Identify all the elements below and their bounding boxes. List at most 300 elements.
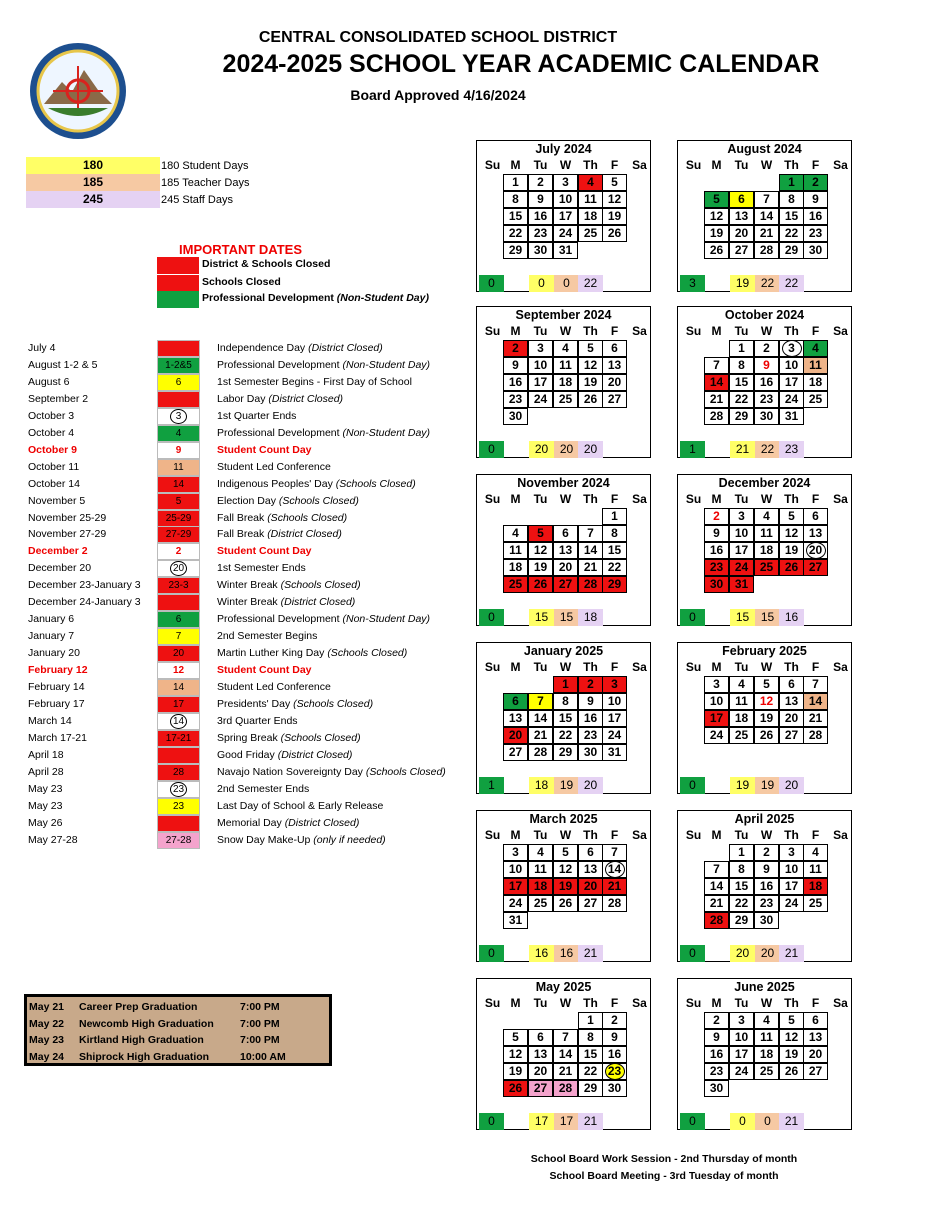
day-cell[interactable] bbox=[779, 727, 804, 744]
month-calendar bbox=[677, 140, 852, 292]
day-cell[interactable] bbox=[503, 174, 528, 191]
day-cell[interactable] bbox=[602, 357, 627, 374]
day-number: 12 bbox=[759, 694, 774, 708]
day-cell[interactable] bbox=[503, 895, 528, 912]
day-cell[interactable] bbox=[602, 174, 627, 191]
day-cell[interactable] bbox=[704, 1046, 729, 1063]
day-cell[interactable] bbox=[729, 391, 754, 408]
day-cell[interactable] bbox=[704, 408, 729, 425]
day-cell[interactable] bbox=[754, 1063, 779, 1080]
day-cell[interactable] bbox=[704, 225, 729, 242]
day-cell[interactable] bbox=[803, 225, 828, 242]
day-cell[interactable] bbox=[779, 895, 804, 912]
day-cell[interactable] bbox=[578, 861, 603, 878]
day-cell[interactable] bbox=[503, 878, 528, 895]
day-cell[interactable] bbox=[602, 225, 627, 242]
day-cell[interactable] bbox=[602, 844, 627, 861]
day-cell[interactable] bbox=[602, 508, 627, 525]
day-cell[interactable] bbox=[553, 895, 578, 912]
day-cell[interactable] bbox=[553, 878, 578, 895]
day-cell[interactable] bbox=[503, 208, 528, 225]
day-cell[interactable] bbox=[553, 191, 578, 208]
day-cell[interactable] bbox=[803, 525, 828, 542]
day-cell[interactable] bbox=[779, 861, 804, 878]
day-cell[interactable] bbox=[503, 861, 528, 878]
day-cell[interactable] bbox=[803, 727, 828, 744]
day-cell[interactable] bbox=[803, 676, 828, 693]
day-cell[interactable] bbox=[528, 542, 553, 559]
day-cell[interactable] bbox=[578, 174, 603, 191]
day-cell[interactable] bbox=[779, 1046, 804, 1063]
day-cell[interactable] bbox=[553, 1080, 578, 1097]
day-cell[interactable] bbox=[578, 1063, 603, 1080]
day-cell[interactable] bbox=[602, 559, 627, 576]
day-cell[interactable] bbox=[528, 391, 553, 408]
day-cell[interactable] bbox=[729, 861, 754, 878]
day-cell[interactable] bbox=[754, 878, 779, 895]
day-cell[interactable] bbox=[528, 225, 553, 242]
day-cell[interactable] bbox=[528, 1080, 553, 1097]
day-number: 26 bbox=[583, 392, 598, 406]
day-cell[interactable] bbox=[779, 676, 804, 693]
day-cell[interactable] bbox=[503, 242, 528, 259]
day-cell[interactable] bbox=[754, 391, 779, 408]
day-cell[interactable] bbox=[803, 374, 828, 391]
day-cell[interactable] bbox=[803, 508, 828, 525]
day-number: 10 bbox=[558, 192, 573, 206]
day-cell[interactable] bbox=[578, 1012, 603, 1029]
day-cell[interactable] bbox=[578, 878, 603, 895]
legend-swatch-x bbox=[157, 257, 199, 274]
day-cell[interactable] bbox=[754, 357, 779, 374]
event-date: March 14 bbox=[28, 714, 72, 727]
event-date: November 25-29 bbox=[28, 511, 107, 524]
day-cell[interactable] bbox=[754, 542, 779, 559]
day-cell[interactable] bbox=[704, 391, 729, 408]
day-cell[interactable] bbox=[602, 1029, 627, 1046]
day-cell[interactable] bbox=[578, 525, 603, 542]
event-marker-text: 14 bbox=[172, 478, 185, 490]
month-title: March 2025 bbox=[529, 812, 598, 826]
day-cell[interactable] bbox=[803, 357, 828, 374]
day-cell[interactable] bbox=[754, 710, 779, 727]
day-cell[interactable] bbox=[553, 357, 578, 374]
day-cell[interactable] bbox=[704, 878, 729, 895]
day-cell[interactable] bbox=[754, 844, 779, 861]
day-cell[interactable] bbox=[553, 225, 578, 242]
day-cell[interactable] bbox=[779, 208, 804, 225]
day-cell[interactable] bbox=[553, 676, 578, 693]
day-cell[interactable] bbox=[503, 542, 528, 559]
day-cell[interactable] bbox=[729, 208, 754, 225]
day-number: 27 bbox=[734, 243, 749, 257]
day-cell[interactable] bbox=[602, 727, 627, 744]
day-cell[interactable] bbox=[754, 912, 779, 929]
day-cell[interactable] bbox=[779, 225, 804, 242]
day-cell[interactable] bbox=[578, 208, 603, 225]
day-cell[interactable] bbox=[704, 559, 729, 576]
day-cell[interactable] bbox=[754, 408, 779, 425]
day-cell[interactable] bbox=[503, 576, 528, 593]
day-cell[interactable] bbox=[553, 576, 578, 593]
day-cell[interactable] bbox=[503, 1046, 528, 1063]
event-description bbox=[217, 493, 359, 510]
day-cell[interactable] bbox=[528, 861, 553, 878]
day-cell[interactable] bbox=[503, 391, 528, 408]
day-cell[interactable] bbox=[602, 895, 627, 912]
event-marker-text: 17 bbox=[172, 698, 185, 710]
day-cell[interactable] bbox=[553, 559, 578, 576]
day-cell[interactable] bbox=[528, 357, 553, 374]
day-cell[interactable] bbox=[553, 174, 578, 191]
day-cell[interactable] bbox=[704, 191, 729, 208]
day-cell[interactable] bbox=[704, 1012, 729, 1029]
day-cell[interactable] bbox=[729, 878, 754, 895]
day-cell[interactable] bbox=[553, 391, 578, 408]
day-cell[interactable] bbox=[779, 844, 804, 861]
day-cell[interactable] bbox=[528, 525, 553, 542]
day-cell[interactable] bbox=[503, 191, 528, 208]
day-cell[interactable] bbox=[779, 559, 804, 576]
day-cell[interactable] bbox=[803, 542, 828, 559]
day-cell[interactable] bbox=[779, 174, 804, 191]
day-cell[interactable] bbox=[602, 1080, 627, 1097]
day-cell[interactable] bbox=[503, 1080, 528, 1097]
day-cell[interactable] bbox=[779, 710, 804, 727]
day-cell[interactable] bbox=[503, 1029, 528, 1046]
day-cell[interactable] bbox=[578, 374, 603, 391]
day-cell[interactable] bbox=[553, 1063, 578, 1080]
month-total: 1 bbox=[680, 441, 705, 458]
day-cell[interactable] bbox=[754, 559, 779, 576]
day-cell[interactable] bbox=[729, 912, 754, 929]
day-cell[interactable] bbox=[779, 1012, 804, 1029]
day-cell[interactable] bbox=[528, 744, 553, 761]
day-cell[interactable] bbox=[754, 242, 779, 259]
day-cell[interactable] bbox=[528, 844, 553, 861]
day-cell[interactable] bbox=[729, 895, 754, 912]
month-total: 20 bbox=[578, 441, 603, 458]
day-cell[interactable] bbox=[803, 693, 828, 710]
weekday-header: W bbox=[760, 828, 773, 842]
day-cell[interactable] bbox=[803, 191, 828, 208]
day-cell[interactable] bbox=[528, 576, 553, 593]
day-cell[interactable] bbox=[528, 374, 553, 391]
day-cell[interactable] bbox=[803, 895, 828, 912]
day-cell[interactable] bbox=[503, 727, 528, 744]
day-cell[interactable] bbox=[729, 710, 754, 727]
day-cell[interactable] bbox=[578, 710, 603, 727]
day-cell[interactable] bbox=[779, 693, 804, 710]
day-cell[interactable] bbox=[578, 559, 603, 576]
day-cell[interactable] bbox=[503, 844, 528, 861]
day-cell[interactable] bbox=[528, 693, 553, 710]
day-cell[interactable] bbox=[704, 861, 729, 878]
day-cell[interactable] bbox=[803, 242, 828, 259]
day-cell[interactable] bbox=[578, 542, 603, 559]
day-cell[interactable] bbox=[704, 576, 729, 593]
day-cell[interactable] bbox=[528, 559, 553, 576]
day-cell[interactable] bbox=[754, 676, 779, 693]
day-cell[interactable] bbox=[553, 374, 578, 391]
day-cell[interactable] bbox=[704, 357, 729, 374]
day-cell[interactable] bbox=[704, 727, 729, 744]
day-cell[interactable] bbox=[602, 744, 627, 761]
day-cell[interactable] bbox=[803, 1029, 828, 1046]
day-cell[interactable] bbox=[503, 693, 528, 710]
day-cell[interactable] bbox=[704, 242, 729, 259]
day-cell[interactable] bbox=[528, 1029, 553, 1046]
day-number: 25 bbox=[533, 896, 548, 910]
day-cell[interactable] bbox=[503, 408, 528, 425]
day-cell[interactable] bbox=[503, 710, 528, 727]
day-cell[interactable] bbox=[503, 912, 528, 929]
day-cell[interactable] bbox=[528, 1063, 553, 1080]
day-cell[interactable] bbox=[553, 242, 578, 259]
day-cell[interactable] bbox=[578, 1080, 603, 1097]
weekday-header: Su bbox=[685, 660, 702, 674]
day-cell[interactable] bbox=[729, 340, 754, 357]
day-cell[interactable] bbox=[704, 208, 729, 225]
day-cell[interactable] bbox=[729, 408, 754, 425]
month-total: 20 bbox=[779, 777, 804, 794]
day-cell[interactable] bbox=[704, 1063, 729, 1080]
day-cell[interactable] bbox=[553, 208, 578, 225]
day-cell[interactable] bbox=[729, 191, 754, 208]
weekday-header: Tu bbox=[533, 996, 548, 1010]
day-cell[interactable] bbox=[803, 559, 828, 576]
day-cell[interactable] bbox=[578, 357, 603, 374]
day-cell[interactable] bbox=[729, 693, 754, 710]
day-cell[interactable] bbox=[602, 542, 627, 559]
day-cell[interactable] bbox=[704, 1029, 729, 1046]
day-cell[interactable] bbox=[553, 744, 578, 761]
day-cell[interactable] bbox=[729, 542, 754, 559]
day-cell[interactable] bbox=[602, 861, 627, 878]
day-cell[interactable] bbox=[779, 374, 804, 391]
day-cell[interactable] bbox=[578, 844, 603, 861]
day-cell[interactable] bbox=[754, 525, 779, 542]
day-cell[interactable] bbox=[704, 542, 729, 559]
day-cell[interactable] bbox=[729, 357, 754, 374]
day-cell[interactable] bbox=[553, 1046, 578, 1063]
day-cell[interactable] bbox=[528, 710, 553, 727]
day-cell[interactable] bbox=[553, 542, 578, 559]
event-marker bbox=[157, 543, 200, 560]
day-cell[interactable] bbox=[729, 727, 754, 744]
day-cell[interactable] bbox=[779, 391, 804, 408]
day-cell[interactable] bbox=[578, 693, 603, 710]
day-cell[interactable] bbox=[754, 374, 779, 391]
day-cell[interactable] bbox=[754, 861, 779, 878]
day-cell[interactable] bbox=[553, 525, 578, 542]
day-cell[interactable] bbox=[578, 676, 603, 693]
day-number: 9 bbox=[537, 192, 544, 206]
day-cell[interactable] bbox=[704, 676, 729, 693]
day-cell[interactable] bbox=[803, 710, 828, 727]
day-cell[interactable] bbox=[503, 525, 528, 542]
day-cell[interactable] bbox=[779, 357, 804, 374]
day-cell[interactable] bbox=[779, 542, 804, 559]
day-cell[interactable] bbox=[779, 1063, 804, 1080]
day-cell[interactable] bbox=[729, 1046, 754, 1063]
day-cell[interactable] bbox=[803, 1012, 828, 1029]
day-cell[interactable] bbox=[602, 525, 627, 542]
day-cell[interactable] bbox=[729, 374, 754, 391]
day-cell[interactable] bbox=[803, 861, 828, 878]
event-row bbox=[0, 764, 470, 781]
day-cell[interactable] bbox=[729, 525, 754, 542]
day-cell[interactable] bbox=[503, 340, 528, 357]
day-cell[interactable] bbox=[528, 208, 553, 225]
day-cell[interactable] bbox=[602, 676, 627, 693]
event-name: 2nd Semester Begins bbox=[217, 630, 318, 643]
day-cell[interactable] bbox=[729, 844, 754, 861]
day-cell[interactable] bbox=[704, 895, 729, 912]
day-cell[interactable] bbox=[729, 559, 754, 576]
day-cell[interactable] bbox=[553, 861, 578, 878]
day-cell[interactable] bbox=[779, 508, 804, 525]
day-cell[interactable] bbox=[528, 727, 553, 744]
day-cell[interactable] bbox=[704, 374, 729, 391]
day-cell[interactable] bbox=[803, 1046, 828, 1063]
day-cell[interactable] bbox=[704, 508, 729, 525]
day-cell[interactable] bbox=[602, 340, 627, 357]
day-cell[interactable] bbox=[779, 340, 804, 357]
day-cell[interactable] bbox=[803, 1063, 828, 1080]
day-cell[interactable] bbox=[803, 844, 828, 861]
day-cell[interactable] bbox=[602, 1063, 627, 1080]
event-marker bbox=[157, 645, 200, 662]
month-title: September 2024 bbox=[515, 308, 612, 322]
day-cell[interactable] bbox=[578, 576, 603, 593]
day-cell[interactable] bbox=[578, 744, 603, 761]
day-cell[interactable] bbox=[754, 1046, 779, 1063]
day-cell[interactable] bbox=[779, 1029, 804, 1046]
day-cell[interactable] bbox=[704, 1080, 729, 1097]
day-cell[interactable] bbox=[729, 1029, 754, 1046]
day-cell[interactable] bbox=[754, 191, 779, 208]
day-cell[interactable] bbox=[553, 340, 578, 357]
day-cell[interactable] bbox=[602, 710, 627, 727]
day-cell[interactable] bbox=[578, 191, 603, 208]
day-cell[interactable] bbox=[528, 895, 553, 912]
day-cell[interactable] bbox=[729, 1063, 754, 1080]
day-cell[interactable] bbox=[553, 710, 578, 727]
day-cell[interactable] bbox=[704, 525, 729, 542]
day-cell[interactable] bbox=[578, 391, 603, 408]
day-cell[interactable] bbox=[553, 693, 578, 710]
day-cell[interactable] bbox=[602, 576, 627, 593]
day-cell[interactable] bbox=[553, 844, 578, 861]
day-cell[interactable] bbox=[704, 912, 729, 929]
day-cell[interactable] bbox=[602, 693, 627, 710]
day-cell[interactable] bbox=[729, 508, 754, 525]
day-cell[interactable] bbox=[578, 1029, 603, 1046]
day-cell[interactable] bbox=[729, 225, 754, 242]
day-cell[interactable] bbox=[503, 225, 528, 242]
day-cell[interactable] bbox=[803, 391, 828, 408]
event-date: February 14 bbox=[28, 681, 85, 693]
day-cell[interactable] bbox=[553, 727, 578, 744]
event-marker bbox=[157, 425, 200, 442]
day-cell[interactable] bbox=[528, 1046, 553, 1063]
day-cell[interactable] bbox=[754, 727, 779, 744]
day-cell[interactable] bbox=[754, 1029, 779, 1046]
day-cell[interactable] bbox=[729, 576, 754, 593]
day-cell[interactable] bbox=[602, 878, 627, 895]
day-number: 16 bbox=[583, 711, 598, 725]
event-marker-text: 11 bbox=[173, 461, 184, 473]
day-cell[interactable] bbox=[803, 340, 828, 357]
day-cell[interactable] bbox=[553, 1029, 578, 1046]
day-cell[interactable] bbox=[528, 878, 553, 895]
day-cell[interactable] bbox=[729, 676, 754, 693]
day-cell[interactable] bbox=[602, 208, 627, 225]
day-cell[interactable] bbox=[704, 710, 729, 727]
day-cell[interactable] bbox=[528, 340, 553, 357]
day-number: 9 bbox=[713, 1030, 720, 1044]
day-cell[interactable] bbox=[754, 208, 779, 225]
day-cell[interactable] bbox=[803, 174, 828, 191]
day-number: 31 bbox=[508, 913, 523, 927]
day-cell[interactable] bbox=[754, 895, 779, 912]
day-cell[interactable] bbox=[503, 374, 528, 391]
day-cell[interactable] bbox=[754, 340, 779, 357]
day-cell[interactable] bbox=[602, 1046, 627, 1063]
day-cell[interactable] bbox=[803, 208, 828, 225]
day-cell[interactable] bbox=[578, 340, 603, 357]
day-cell[interactable] bbox=[779, 525, 804, 542]
day-cell[interactable] bbox=[528, 174, 553, 191]
day-cell[interactable] bbox=[578, 727, 603, 744]
day-cell[interactable] bbox=[779, 191, 804, 208]
day-cell[interactable] bbox=[503, 559, 528, 576]
day-cell[interactable] bbox=[602, 1012, 627, 1029]
event-marker bbox=[157, 679, 200, 696]
day-cell[interactable] bbox=[754, 225, 779, 242]
day-number: 14 bbox=[583, 543, 598, 557]
day-cell[interactable] bbox=[602, 391, 627, 408]
day-cell[interactable] bbox=[779, 408, 804, 425]
day-cell[interactable] bbox=[602, 374, 627, 391]
day-cell[interactable] bbox=[528, 242, 553, 259]
day-cell[interactable] bbox=[503, 744, 528, 761]
day-cell[interactable] bbox=[704, 693, 729, 710]
day-cell[interactable] bbox=[754, 508, 779, 525]
day-cell[interactable] bbox=[578, 1046, 603, 1063]
event-marker bbox=[157, 493, 200, 510]
weekday-header: F bbox=[811, 660, 820, 674]
day-cell[interactable] bbox=[729, 1012, 754, 1029]
day-cell[interactable] bbox=[754, 693, 779, 710]
day-cell[interactable] bbox=[602, 191, 627, 208]
event-date: May 26 bbox=[28, 816, 63, 829]
day-cell[interactable] bbox=[528, 191, 553, 208]
day-cell[interactable] bbox=[779, 878, 804, 895]
day-cell[interactable] bbox=[803, 878, 828, 895]
day-cell[interactable] bbox=[503, 357, 528, 374]
day-cell[interactable] bbox=[779, 242, 804, 259]
day-cell[interactable] bbox=[729, 242, 754, 259]
day-number: 4 bbox=[587, 175, 594, 189]
day-cell[interactable] bbox=[754, 1012, 779, 1029]
weekday-header: Tu bbox=[734, 828, 749, 842]
day-cell[interactable] bbox=[503, 1063, 528, 1080]
event-note: (Schools Closed) bbox=[293, 697, 374, 710]
day-cell[interactable] bbox=[578, 225, 603, 242]
day-cell[interactable] bbox=[578, 895, 603, 912]
